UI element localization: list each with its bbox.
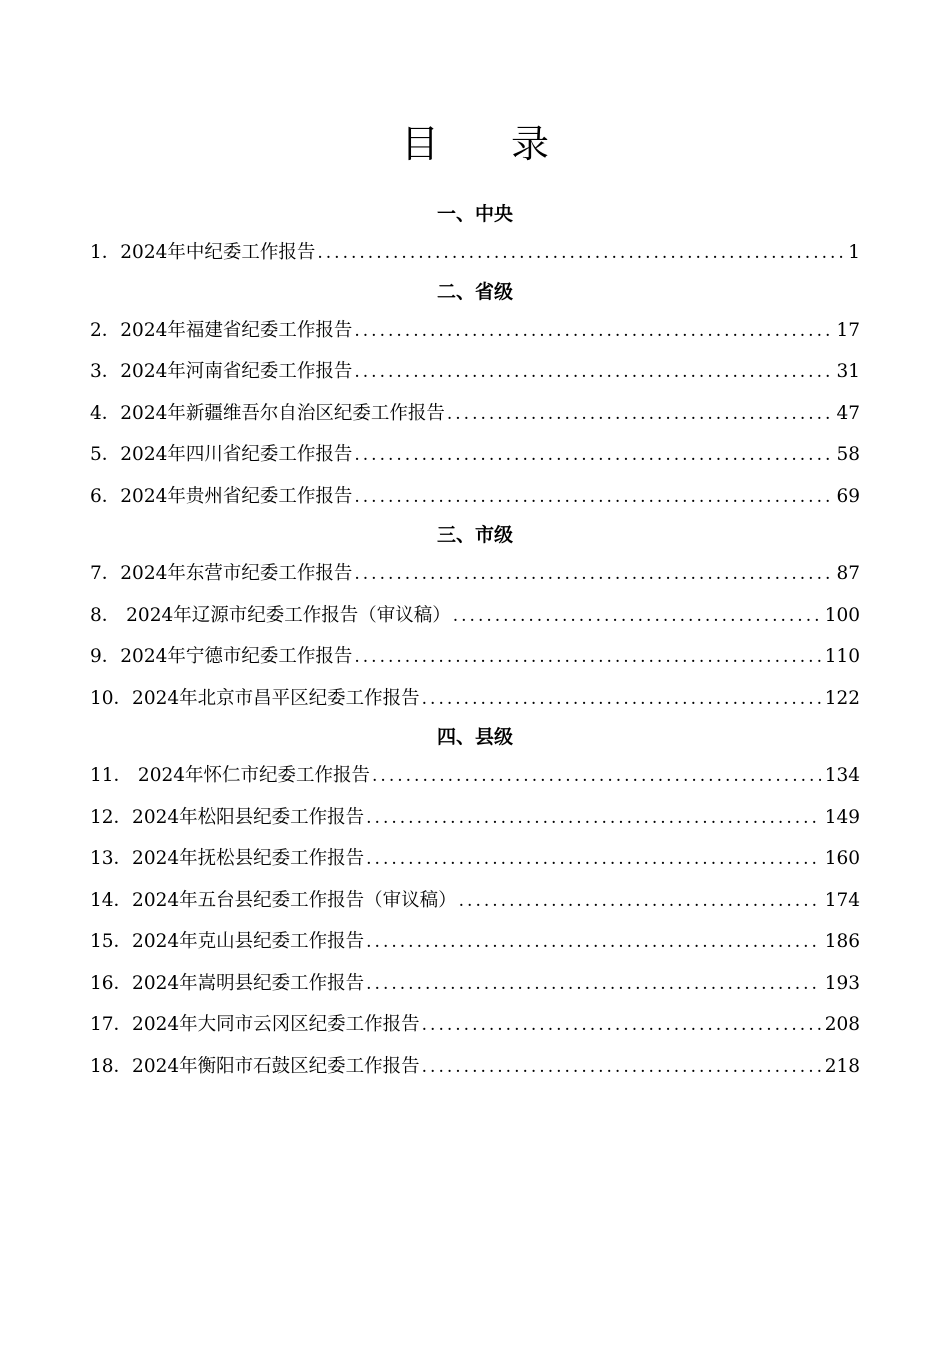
entry-title: 2024年东营市纪委工作报告: [120, 563, 353, 584]
entry-title: 2024年松阳县纪委工作报告: [132, 806, 365, 828]
entry-title: 2024年河南省纪委工作报告: [120, 361, 353, 382]
toc-entry[interactable]: [90, 838, 860, 880]
dot-leader: [453, 596, 821, 638]
dot-leader: [354, 554, 832, 596]
dot-leader: [422, 679, 821, 721]
entry-page-number: 160: [824, 848, 860, 869]
entry-number: 18．: [90, 1055, 133, 1077]
toc-entry[interactable]: [90, 595, 860, 637]
entry-title: 2024年贵州省纪委工作报告: [120, 485, 353, 507]
entry-number: 9．: [90, 646, 121, 667]
entry-number: 4．: [90, 402, 121, 424]
entry-page-number: 69: [836, 485, 860, 507]
dot-leader: [447, 394, 833, 436]
entry-page-number: 186: [824, 931, 860, 952]
dot-leader: [354, 637, 820, 679]
entry-page-number: 193: [824, 972, 860, 994]
entry-number: 15．: [90, 931, 133, 952]
entry-title: 2024年五台县纪委工作报告（审议稿）: [132, 889, 457, 911]
entry-page-number: 47: [836, 402, 860, 424]
entry-title: 2024年衡阳市石鼓区纪委工作报告: [132, 1055, 420, 1077]
entry-number: 17．: [90, 1014, 133, 1035]
table-of-contents: [90, 196, 860, 1087]
toc-entry[interactable]: [90, 678, 860, 720]
toc-entry[interactable]: [90, 1004, 860, 1046]
entry-page-number: 208: [824, 1014, 860, 1035]
entry-title: 2024年福建省纪委工作报告: [120, 319, 353, 341]
entry-title: 2024年嵩明县纪委工作报告: [132, 972, 365, 994]
entry-page-number: 17: [836, 319, 860, 341]
dot-leader: [422, 1047, 821, 1089]
toc-entry[interactable]: [90, 553, 860, 595]
entry-number: 6．: [90, 485, 121, 507]
dot-leader: [317, 233, 844, 275]
entry-page-number: 58: [836, 444, 860, 465]
toc-entry[interactable]: [90, 310, 860, 352]
page-title: 目 录: [400, 122, 580, 166]
section-heading: 四、县级: [436, 726, 513, 748]
entry-number: 12．: [90, 806, 133, 828]
dot-leader: [366, 922, 821, 964]
entry-page-number: 149: [824, 806, 860, 828]
dot-leader: [372, 756, 821, 798]
entry-number: 8．: [90, 604, 121, 626]
entry-page-number: 134: [824, 765, 860, 786]
toc-entry[interactable]: [90, 351, 860, 393]
entry-page-number: 100: [824, 604, 860, 626]
entry-number: 2．: [90, 319, 121, 341]
entry-title: 2024年新疆维吾尔自治区纪委工作报告: [120, 402, 445, 424]
dot-leader: [366, 839, 821, 881]
toc-entry[interactable]: [90, 921, 860, 963]
toc-entry[interactable]: [90, 393, 860, 435]
toc-entry[interactable]: [90, 476, 860, 518]
dot-leader: [354, 352, 832, 394]
dot-leader: [354, 435, 832, 477]
dot-leader: [422, 1005, 821, 1047]
entry-number: 10．: [90, 687, 133, 709]
toc-entry[interactable]: [90, 636, 860, 678]
entry-number: 3．: [90, 361, 121, 382]
entry-number: 5．: [90, 444, 121, 465]
toc-entry[interactable]: [90, 1046, 860, 1088]
entry-page-number: 87: [836, 563, 860, 584]
entry-number: 11．: [90, 765, 133, 786]
entry-page-number: 31: [836, 361, 860, 382]
dot-leader: [354, 311, 832, 353]
toc-entry[interactable]: [90, 434, 860, 476]
entry-title: 2024年中纪委工作报告: [120, 242, 316, 263]
entry-page-number: 1: [848, 242, 860, 263]
dot-leader: [354, 477, 832, 519]
dot-leader: [459, 881, 821, 923]
entry-number: 13．: [90, 848, 133, 869]
entry-title: 2024年辽源市纪委工作报告（审议稿）: [120, 604, 451, 626]
entry-title: 2024年怀仁市纪委工作报告: [132, 765, 371, 786]
entry-page-number: 122: [824, 687, 860, 709]
section-heading: 三、市级: [436, 524, 513, 546]
entry-title: 2024年克山县纪委工作报告: [132, 931, 365, 952]
entry-number: 1．: [90, 242, 121, 263]
section-heading: 一、中央: [436, 203, 513, 225]
entry-number: 16．: [90, 972, 133, 994]
entry-title: 2024年四川省纪委工作报告: [120, 444, 353, 465]
entry-number: 14．: [90, 889, 133, 911]
entry-page-number: 174: [824, 889, 860, 911]
toc-entry[interactable]: [90, 797, 860, 839]
toc-entry[interactable]: [90, 755, 860, 797]
toc-entry[interactable]: [90, 880, 860, 922]
entry-number: 7．: [90, 563, 121, 584]
entry-page-number: 218: [824, 1055, 860, 1077]
entry-title: 2024年大同市云冈区纪委工作报告: [132, 1014, 420, 1035]
dot-leader: [366, 798, 821, 840]
toc-entry[interactable]: [90, 963, 860, 1005]
toc-entry[interactable]: [90, 232, 860, 274]
entry-title: 2024年宁德市纪委工作报告: [120, 646, 353, 667]
entry-page-number: 110: [824, 646, 860, 667]
section-heading: 二、省级: [436, 280, 513, 303]
entry-title: 2024年北京市昌平区纪委工作报告: [132, 687, 420, 709]
entry-title: 2024年抚松县纪委工作报告: [132, 848, 365, 869]
dot-leader: [366, 964, 821, 1006]
